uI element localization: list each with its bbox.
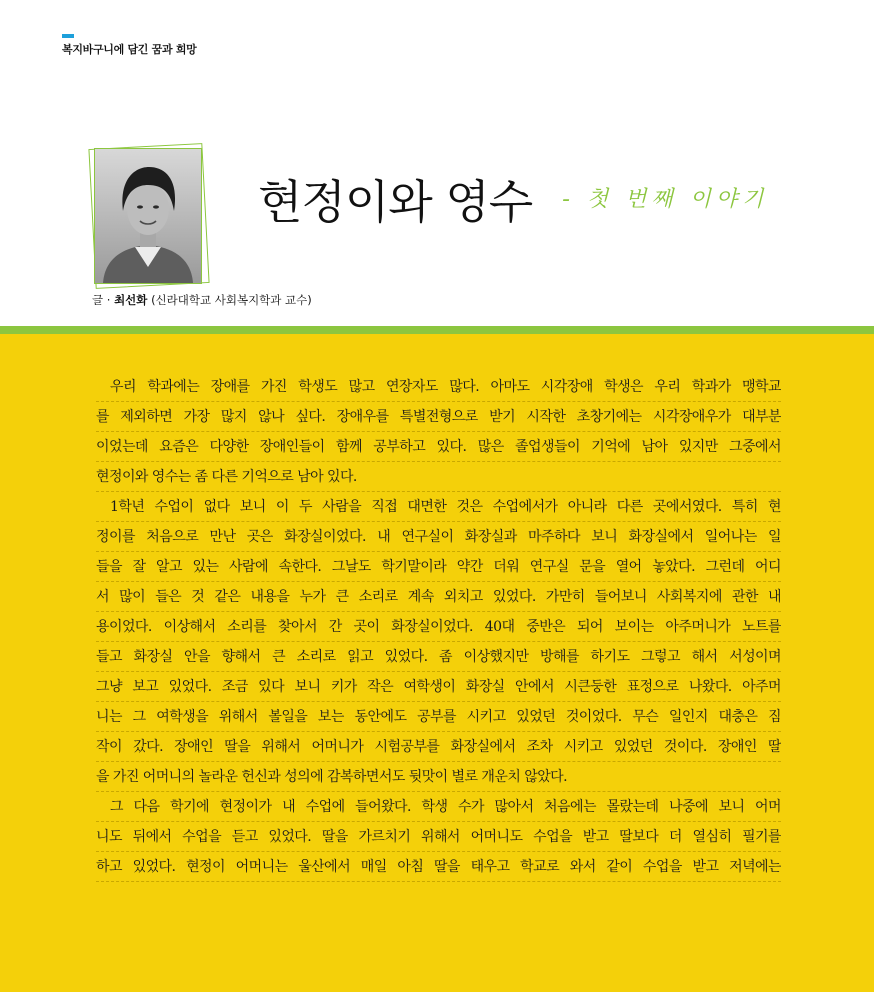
section-label: 복지바구니에 담긴 꿈과 희망 — [62, 43, 197, 56]
author-portrait-image — [95, 149, 201, 283]
text-line: 들고 화장실 안을 향해서 큰 소리로 읽고 있었다. 좀 이상했지만 방해를 하기도 그렇고 해서 서성이며 — [96, 642, 781, 672]
text-line: 하고 있었다. 현정이 어머니는 울산에서 매일 아침 딸을 태우고 학교로 와서 같이 수업을 받고 저녁에는 — [96, 852, 781, 882]
text-line: 니는 그 여학생을 위해서 볼일을 보는 동안에도 공부를 시키고 있었던 것이었다. 무슨 일인지 대충은 짐 — [96, 702, 781, 732]
text-line: 현정이와 영수는 좀 다른 기억으로 남아 있다. — [96, 462, 781, 492]
text-line: 작이 갔다. 장애인 딸을 위해서 어머니가 시험공부를 화장실에서 조차 시키고 있었던 것이다. 장애인 딸 — [96, 732, 781, 762]
text-line: 서 많이 들은 것 같은 내용을 누가 큰 소리로 계속 외치고 있었다. 가만히 들어보니 사회복지에 관한 내 — [96, 582, 781, 612]
text-line: 이었는데 요즘은 다양한 장애인들이 함께 공부하고 있다. 많은 졸업생들이 기억에 남아 있지만 그중에서 — [96, 432, 781, 462]
text-line: 용이었다. 이상해서 소리를 찾아서 간 곳이 화장실이었다. 40대 중반은 되어 보이는 아주머니가 노트를 — [96, 612, 781, 642]
byline-prefix: 글 · — [92, 293, 115, 307]
divider-bar — [0, 326, 874, 334]
text-line: 를 제외하면 가장 많지 않나 싶다. 장애우를 특별전형으로 받기 시작한 초창기에는 시각장애우가 대부분 — [96, 402, 781, 432]
author-photo-frame — [92, 146, 204, 286]
text-line: 그 다음 학기에 현정이가 내 수업에 들어왔다. 학생 수가 많아서 처음에는 몰랐는데 나중에 보니 어머 — [96, 792, 781, 822]
article-subtitle: - 첫 번째 이야기 — [562, 187, 769, 212]
author-photo — [94, 148, 202, 284]
text-line: 니도 뒤에서 수업을 듣고 있었다. 딸을 가르치기 위해서 어머니도 수업을 받고 딸보다 더 열심히 필기를 — [96, 822, 781, 852]
article-title: 현정이와 영수 — [258, 175, 533, 229]
text-line: 우리 학과에는 장애를 가진 학생도 많고 연장자도 많다. 아마도 시각장애 학생은 우리 학과가 맹학교 — [96, 372, 781, 402]
section-marker — [62, 34, 74, 38]
text-line: 1학년 수업이 없다 보니 이 두 사람을 직접 대면한 것은 수업에서가 아니라 다른 곳에서였다. 특히 현 — [96, 492, 781, 522]
author-name: 최선화 — [114, 293, 148, 307]
text-line: 그냥 보고 있었다. 조금 있다 보니 키가 작은 여학생이 화장실 안에서 시큰둥한 표정으로 나왔다. 아주머 — [96, 672, 781, 702]
article-body — [96, 372, 781, 882]
byline — [92, 292, 312, 308]
text-line: 들을 잘 알고 있는 사람에 속한다. 그날도 학기말이라 약간 더워 연구실 문을 열어 놓았다. 그런데 어디 — [96, 552, 781, 582]
text-line: 정이를 처음으로 만난 곳은 화장실이었다. 내 연구실이 화장실과 마주하다 보니 화장실에서 일어나는 일 — [96, 522, 781, 552]
text-line: 을 가진 어머니의 놀라운 헌신과 성의에 감복하면서도 뒷맛이 별로 개운치 않았다. — [96, 762, 781, 792]
author-affiliation: (신라대학교 사회복지학과 교수) — [151, 293, 312, 307]
